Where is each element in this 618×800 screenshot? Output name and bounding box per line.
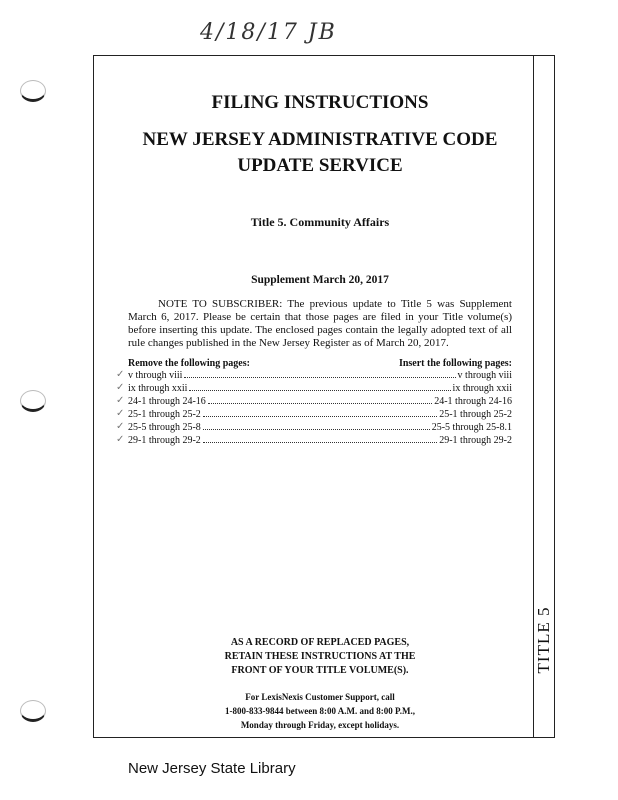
handwritten-date-note: 4/18/17 JB bbox=[200, 20, 337, 45]
check-mark-icon: ✓ bbox=[116, 421, 125, 432]
page-row bbox=[118, 369, 522, 382]
subscriber-note: NOTE TO SUBSCRIBER: The previous update to Title 5 was Supplement March 6, 2017. Please be certain that those pages are filed in your Title volume(s) before inserting this update. The enclosed pages contain the legally adopted text of all rule changes published in the New Jersey Register as of March 20, 2017. bbox=[128, 298, 512, 349]
record-line: RETAIN THESE INSTRUCTIONS AT THE bbox=[224, 651, 416, 662]
binder-hole bbox=[20, 80, 46, 102]
dot-leader bbox=[203, 408, 437, 417]
check-mark-icon: ✓ bbox=[116, 434, 125, 445]
dot-leader bbox=[203, 421, 430, 430]
page-row bbox=[118, 421, 522, 434]
record-instructions bbox=[118, 636, 522, 678]
binder-hole bbox=[20, 700, 46, 722]
support-line: For LexisNexis Customer Support, call bbox=[245, 692, 395, 702]
library-footer: New Jersey State Library bbox=[128, 760, 296, 777]
support-line: Monday through Friday, except holidays. bbox=[240, 720, 400, 730]
page-row bbox=[118, 395, 522, 408]
title-tab-label bbox=[530, 590, 558, 690]
remove-pages: 25-1 through 25-2 bbox=[128, 409, 201, 420]
supplement-date: Supplement March 20, 2017 bbox=[251, 274, 389, 286]
insert-pages: 24-1 through 24-16 bbox=[434, 396, 512, 407]
section-title: Title 5. Community Affairs bbox=[250, 215, 390, 229]
service-title: UPDATE SERVICE bbox=[237, 155, 403, 176]
remove-pages: 24-1 through 24-16 bbox=[128, 396, 206, 407]
dot-leader bbox=[189, 382, 450, 391]
check-mark-icon: ✓ bbox=[116, 369, 125, 380]
remove-pages: 29-1 through 29-2 bbox=[128, 435, 201, 446]
insert-pages: v through viii bbox=[457, 370, 512, 381]
pages-header bbox=[118, 358, 522, 369]
page-title: FILING INSTRUCTIONS bbox=[211, 92, 429, 113]
customer-support-info bbox=[118, 690, 522, 732]
title-tab-text: TITLE 5 bbox=[534, 606, 553, 674]
insert-pages: ix through xxii bbox=[452, 383, 512, 394]
remove-pages: v through viii bbox=[128, 370, 183, 381]
code-title: NEW JERSEY ADMINISTRATIVE CODE bbox=[142, 129, 498, 150]
insert-pages: 29-1 through 29-2 bbox=[439, 435, 512, 446]
check-mark-icon: ✓ bbox=[116, 408, 125, 419]
support-line: 1-800-833-9844 between 8:00 A.M. and 8:00 P.M., bbox=[225, 706, 415, 716]
main-content bbox=[118, 90, 522, 447]
insert-pages: 25-1 through 25-2 bbox=[439, 409, 512, 420]
page-row bbox=[118, 434, 522, 447]
remove-pages: 25-5 through 25-8 bbox=[128, 422, 201, 433]
page-row bbox=[118, 382, 522, 395]
dot-leader bbox=[203, 434, 437, 443]
dot-leader bbox=[184, 369, 455, 378]
remove-header: Remove the following pages: bbox=[128, 358, 250, 369]
binder-hole bbox=[20, 390, 46, 412]
remove-pages: ix through xxii bbox=[128, 383, 188, 394]
record-line: FRONT OF YOUR TITLE VOLUME(S). bbox=[231, 665, 409, 676]
page-row bbox=[118, 408, 522, 421]
dot-leader bbox=[208, 395, 432, 404]
check-mark-icon: ✓ bbox=[116, 395, 125, 406]
record-line: AS A RECORD OF REPLACED PAGES, bbox=[230, 637, 410, 648]
check-mark-icon: ✓ bbox=[116, 382, 125, 393]
insert-pages: 25-5 through 25-8.1 bbox=[431, 422, 512, 433]
insert-header: Insert the following pages: bbox=[398, 358, 512, 369]
pages-list bbox=[118, 369, 522, 447]
